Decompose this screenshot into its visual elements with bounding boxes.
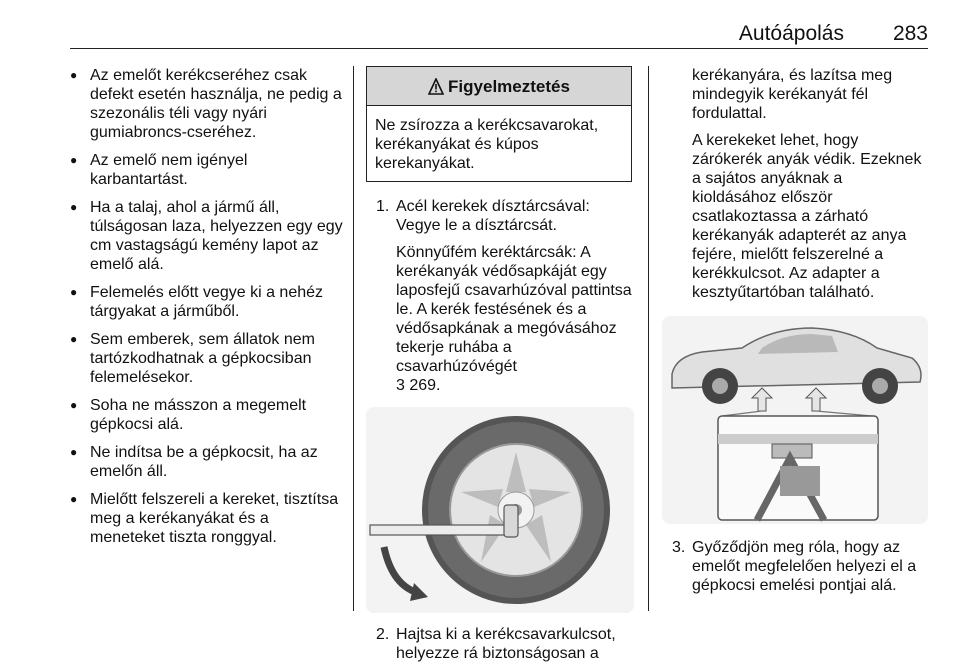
list-item: ● Ha a talaj, ahol a jármű áll, túlságosan laza, helyezzen egy egy cm vastagságú kemény lapot az emelő alá. (70, 198, 346, 274)
step-2-continued-text: kerékanyára, és lazítsa meg mindegyik kerékanyát fél fordulattal. (692, 67, 893, 122)
column-3 (662, 66, 928, 603)
list-item: ● Mielőtt felszereli a kereket, tisztítsa meg a kerékanyákat és a meneteket tiszta ronggyal. (70, 490, 346, 547)
jack-placement-illustration (662, 316, 928, 524)
warning-header (367, 67, 631, 106)
step-1-text: Acél kerekek dísztárcsával: Vegye le a dísztárcsát. (396, 198, 590, 234)
page-number: 283 (892, 22, 928, 45)
list-item: ● Felemelés előtt vegye ki a nehéz tárgyakat a járműből. (70, 283, 346, 321)
step-3 (662, 538, 928, 595)
step-1 (366, 197, 634, 395)
list-item: ● Az emelő nem igényel karbantartást. (70, 151, 346, 189)
step-2-continued (662, 66, 928, 302)
page-reference: 3 269. (396, 377, 441, 394)
locking-nut-paragraph: A kerekeket lehet, hogy zárókerék anyák védik. Ezeknek a sajátos anyáknak a kioldásához először csatlakoztassa a zárható kerékanyák adapterét az anya fejére, mielőtt felszerelné a kerékkulcsot. Az adapter a kesztyűtartóban található. (692, 132, 922, 301)
column-2 (366, 66, 634, 671)
page-header (70, 0, 928, 49)
list-item: ● Az emelőt kerékcseréhez csak defekt esetén használja, ne pedig a szezonális téli vagy nyári gumiabroncs-cseréhez. (70, 66, 346, 142)
step-1-detail: Könnyűfém keréktárcsák: A kerékanyák védősapkáját egy laposfejű csavarhúzóval pattintsa le. A kerék festésének és a védősapkának a megóvásához tekerje ruhába a csavarhúzóvégét (396, 244, 632, 375)
warning-title: Figyelmeztetés (448, 76, 570, 96)
column-1 (70, 66, 346, 556)
step-3-text: Győződjön meg róla, hogy az emelőt megfelelően helyezi el a gépkocsi emelési pontjai alá. (692, 539, 917, 594)
warning-triangle-icon (428, 78, 444, 95)
warning-box (366, 66, 632, 182)
list-item: ● Sem emberek, sem állatok nem tartózkodhatnak a gépkocsiban felemelésekor. (70, 330, 346, 387)
precaution-list (70, 66, 346, 547)
column-divider-1 (353, 66, 354, 611)
step-number: 1. (376, 198, 390, 215)
header-title: Autóápolás (738, 22, 844, 45)
list-item: ● Soha ne másszon a megemelt gépkocsi alá. (70, 396, 346, 434)
wheel-illustration (366, 407, 634, 613)
step-2 (366, 625, 634, 663)
list-item: ● Ne indítsa be a gépkocsit, ha az emelőn áll. (70, 443, 346, 481)
step-2-text: Hajtsa ki a kerékcsavarkulcsot, helyezze rá biztonságosan a (396, 626, 616, 662)
column-divider-2 (648, 66, 649, 611)
step-number: 2. (376, 626, 390, 643)
step-number: 3. (672, 539, 686, 556)
warning-text: Ne zsírozza a kerékcsavarokat, kerékanyákat és kúpos kerekanyákat. (375, 117, 599, 172)
